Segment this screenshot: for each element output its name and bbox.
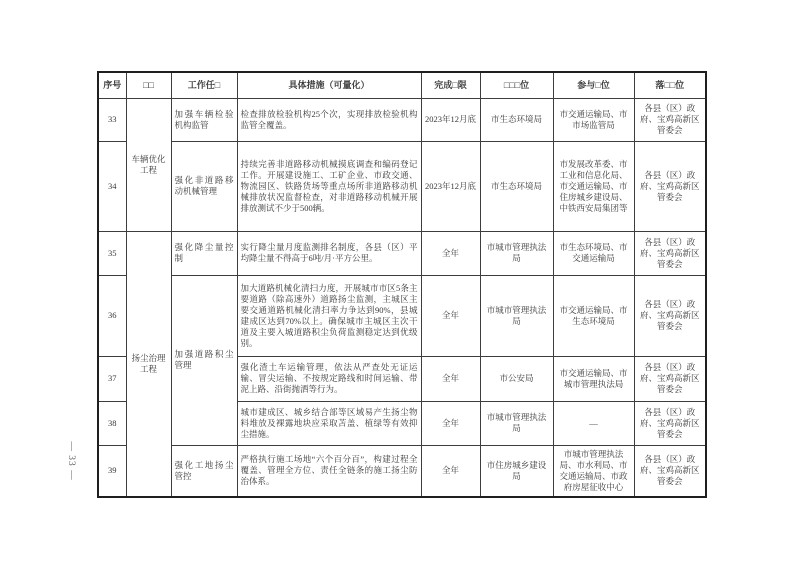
cell-join-unit: — (553, 401, 634, 445)
cell-impl-unit: 各县（区）政府、宝鸡高新区管委会 (634, 401, 706, 445)
cell-lead-unit: 市城市管理执法局 (480, 275, 553, 356)
cell-task: 加强道路积尘管理 (171, 275, 237, 445)
cell-impl-unit: 各县（区）政府、宝鸡高新区管委会 (634, 141, 706, 231)
cell-impl-unit: 各县（区）政府、宝鸡高新区管委会 (634, 445, 706, 497)
header-serial-no: 序号 (98, 72, 126, 98)
cell-measure: 严格执行施工场地“六个百分百”，构建过程全覆盖、管理全方位、责任全链条的施工扬尘防治体系。 (237, 445, 421, 497)
header-impl-unit: 落□□位 (634, 72, 706, 98)
cell-lead-unit: 市城市管理执法局 (480, 401, 553, 445)
table-row (98, 141, 706, 231)
cell-serial-no: 34 (98, 141, 126, 231)
cell-join-unit: 市交通运输局、市城市管理执法局 (553, 356, 634, 401)
cell-lead-unit: 市生态环境局 (480, 141, 553, 231)
cell-measure: 检查排放检验机构25个次，实现排放检验机构监管全覆盖。 (237, 98, 421, 141)
cell-measure: 城市建成区、城乡结合部等区域易产生扬尘物料堆放及裸露地块应采取苫盖、植绿等有效抑尘措施。 (237, 401, 421, 445)
cell-measure: 持续完善非道路移动机械摸底调查和编码登记工作。开展建设施工、工矿企业、市政交通、物流园区、铁路货场等重点场所非道路移动机械排放状况监督检查，对非道路移动机械开展排放测试不少于500辆。 (237, 141, 421, 231)
cell-serial-no: 37 (98, 356, 126, 401)
cell-task: 强化工地扬尘管控 (171, 445, 237, 497)
cell-impl-unit: 各县（区）政府、宝鸡高新区管委会 (634, 275, 706, 356)
header-category: □□ (126, 72, 171, 98)
cell-category: 车辆优化工程 (126, 98, 171, 231)
table-row (98, 275, 706, 356)
header-deadline: 完成□限 (421, 72, 480, 98)
cell-serial-no: 38 (98, 401, 126, 445)
header-measure: 具体措施（可量化） (237, 72, 421, 98)
action-plan-table (97, 71, 707, 498)
cell-deadline: 全年 (421, 275, 480, 356)
cell-impl-unit: 各县（区）政府、宝鸡高新区管委会 (634, 98, 706, 141)
cell-measure: 实行降尘量月度监测排名制度，各县（区）平均降尘量不得高于6吨/月·平方公里。 (237, 231, 421, 275)
cell-deadline: 全年 (421, 401, 480, 445)
cell-task: 强化降尘量控制 (171, 231, 237, 275)
cell-lead-unit: 市公安局 (480, 356, 553, 401)
cell-deadline: 全年 (421, 356, 480, 401)
table-row (98, 98, 706, 141)
cell-join-unit: 市发展改革委、市工业和信息化局、市交通运输局、市住房城乡建设局、中铁西安局集团等 (553, 141, 634, 231)
table-row (98, 231, 706, 275)
header-task: 工作任□ (171, 72, 237, 98)
cell-impl-unit: 各县（区）政府、宝鸡高新区管委会 (634, 356, 706, 401)
cell-category: 扬尘治理工程 (126, 231, 171, 497)
cell-deadline: 2023年12月底 (421, 98, 480, 141)
cell-lead-unit: 市城市管理执法局 (480, 231, 553, 275)
cell-serial-no: 33 (98, 98, 126, 141)
cell-lead-unit: 市生态环境局 (480, 98, 553, 141)
cell-join-unit: 市交通运输局、市生态环境局 (553, 275, 634, 356)
cell-deadline: 全年 (421, 445, 480, 497)
cell-deadline: 2023年12月底 (421, 141, 480, 231)
cell-deadline: 全年 (421, 231, 480, 275)
cell-join-unit: 市生态环境局、市交通运输局 (553, 231, 634, 275)
cell-join-unit: 市城市管理执法局、市水利局、市交通运输局、市政府房屋征收中心 (553, 445, 634, 497)
header-join-unit: 参与□位 (553, 72, 634, 98)
header-row (98, 72, 706, 98)
cell-join-unit: 市交通运输局、市市场监管局 (553, 98, 634, 141)
cell-task: 加强车辆检验机构监管 (171, 98, 237, 141)
cell-serial-no: 39 (98, 445, 126, 497)
cell-lead-unit: 市住房城乡建设局 (480, 445, 553, 497)
cell-impl-unit: 各县（区）政府、宝鸡高新区管委会 (634, 231, 706, 275)
cell-measure: 加大道路机械化清扫力度，开展城市市区5条主要道路（除高速外）道路扬尘监测，主城区主要交通道路机械化清扫率力争达到90%，县城建成区达到70%以上。确保城市主城区主次干道及主要入城道路积尘负荷监测稳定达到优级别。 (237, 275, 421, 356)
cell-measure: 强化渣土车运输管理，依法从严查处无证运输、冒尖运输、不按规定路线和时间运输、带泥上路、沿街抛洒等行为。 (237, 356, 421, 401)
header-lead-unit: □□□位 (480, 72, 553, 98)
cell-serial-no: 36 (98, 275, 126, 356)
cell-serial-no: 35 (98, 231, 126, 275)
cell-task: 强化非道路移动机械管理 (171, 141, 237, 231)
page-number: — 33 — (66, 441, 76, 481)
table-row (98, 445, 706, 497)
